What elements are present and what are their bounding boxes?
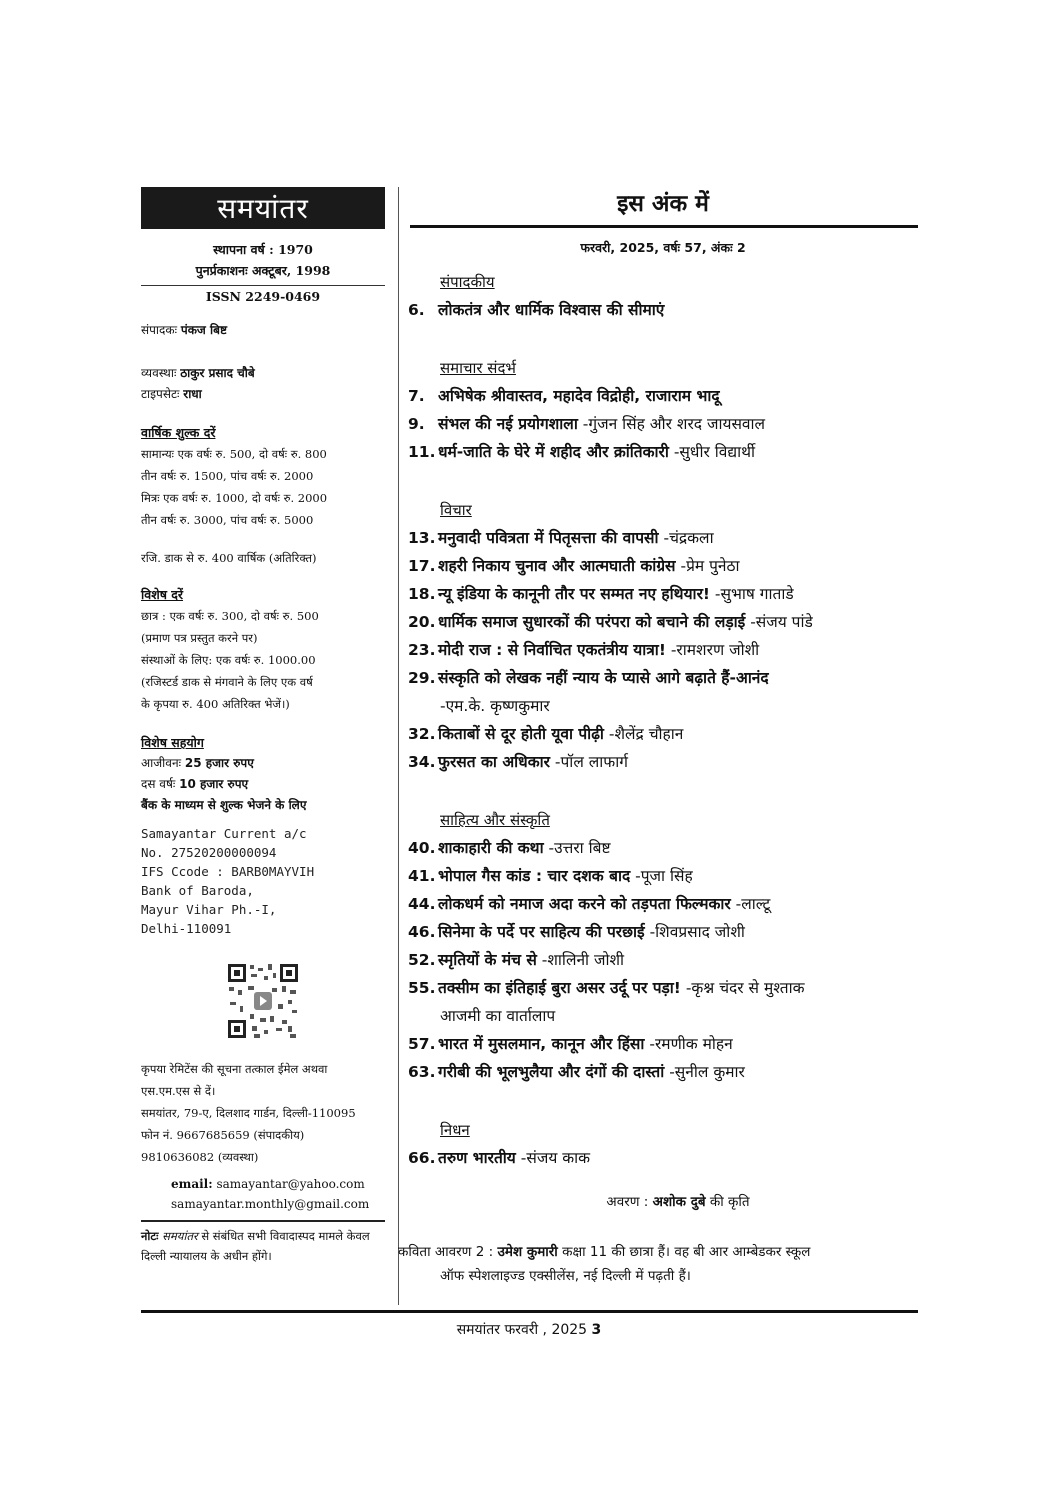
toc-item[interactable] [408, 834, 918, 862]
article-author: -चंद्रकला [663, 529, 714, 547]
special-fee-heading: विशेष दरें [141, 587, 184, 602]
note-label: नोटः [141, 1229, 159, 1243]
article-author: -एम.के. कृष्णकुमार [440, 697, 550, 715]
toc-item[interactable] [408, 438, 918, 466]
page-number: 13. [408, 529, 436, 547]
page-number: 23. [408, 641, 436, 659]
toc-item[interactable] [408, 1144, 918, 1172]
article-title: संभल की नई प्रयोगशाला [438, 415, 578, 433]
article-author: -सुभाष गाताडे [714, 585, 794, 603]
bank-details [141, 824, 385, 938]
bank-line: Mayur Vihar Ph.-I, [141, 902, 277, 917]
page-number: 46. [408, 923, 436, 941]
toc-item[interactable] [408, 946, 918, 974]
bank-line: IFS Ccode : BARB0MAYVIH [141, 864, 315, 879]
page-number: 41. [408, 867, 436, 885]
lifetime-label: आजीवनः [141, 756, 182, 770]
page-number: 11. [408, 443, 436, 461]
toc-item[interactable] [408, 296, 918, 324]
annual-fee-line: मित्रः एक वर्षः रु. 1000, दो वर्षः रु. 2000 [141, 491, 328, 505]
page-footer [0, 1320, 1058, 1339]
cover-prefix: अवरण : [606, 1194, 649, 1210]
article-title: लोकधर्म को नमाज अदा करने को तड़पता फिल्मकार [438, 895, 731, 913]
annual-fee-list [141, 443, 385, 531]
ten-year-label: दस वर्षः [141, 777, 176, 791]
page-number: 57. [408, 1035, 436, 1053]
article-title: मोदी राज : से निर्वाचित एकतंत्रीय यात्रा! [438, 641, 666, 659]
toc-item[interactable] [408, 1058, 918, 1086]
manager-name: ठाकुर प्रसाद चौबे [180, 366, 255, 380]
page-number: 6. [408, 301, 425, 319]
divider [141, 285, 385, 286]
contact-phone: 9810636082 (व्यवस्था) [141, 1150, 259, 1164]
page-number: 66. [408, 1149, 436, 1167]
contact-line: कृपया रेमिटेंस की सूचना तत्काल ईमेल अथवा [141, 1062, 328, 1076]
republished-date: पुनर्प्रकाशनः अक्टूबर, 1998 [195, 263, 331, 278]
poem-poet: उमेश कुमारी [497, 1244, 558, 1260]
email-label: email: [171, 1177, 213, 1191]
toc-item[interactable] [408, 748, 918, 776]
article-author: -पॉल लाफार्ग [554, 753, 628, 771]
annual-fee-line: तीन वर्षः रु. 1500, पांच वर्षः रु. 2000 [141, 469, 314, 483]
issue-info: फरवरी, 2025, वर्षः 57, अंकः 2 [580, 240, 746, 255]
table-of-contents [398, 187, 918, 1288]
article-author: -रमणीक मोहन [649, 1035, 733, 1053]
typesetter-name: राधा [183, 387, 202, 401]
poem-line: कक्षा 11 की छात्रा हैं। वह बी आर आम्बेडकर स्कूल [562, 1244, 811, 1260]
special-fee-line: संस्थाओं के लिए: एक वर्षः रु. 1000.00 [141, 653, 316, 667]
column-divider [398, 187, 399, 1305]
article-title: गरीबी की भूलभुलैया और दंगों की दास्तां [438, 1063, 665, 1081]
bank-line: Bank of Baroda, [141, 883, 254, 898]
article-author: -प्रेम पुनेठा [680, 557, 740, 575]
contact-address: समयांतर, 79-ए, दिलशाद गार्डन, दिल्ली-110095 [141, 1106, 356, 1120]
annual-fee-heading: वार्षिक शुल्क दरें [141, 425, 216, 440]
bank-transfer-heading: बैंक के माध्यम से शुल्क भेजने के लिए [141, 798, 307, 812]
page-number: 32. [408, 725, 436, 743]
email-link[interactable]: samayantar.monthly@gmail.com [171, 1197, 370, 1211]
article-title: सिनेमा के पर्दे पर साहित्य की परछाई [438, 923, 645, 941]
masthead-logo: समयांतर [141, 187, 385, 229]
manager-label: व्यवस्थाः [141, 366, 177, 380]
toc-title: इस अंक में [617, 191, 709, 217]
article-title: संस्कृति को लेखक नहीं न्याय के प्यासे आगे बढ़ाते हैं-आनंद [438, 669, 769, 687]
page-number: 17. [408, 557, 436, 575]
toc-item[interactable] [408, 862, 918, 890]
toc-item[interactable] [408, 664, 918, 692]
footer-text: समयांतर फरवरी , 2025 [456, 1322, 588, 1338]
article-author: -गुंजन सिंह और शरद जायसवाल [582, 415, 766, 433]
lifetime-value: 25 हजार रुपए [184, 756, 254, 770]
imprint-column [141, 187, 385, 1266]
article-title: भोपाल गैस कांड : चार दशक बाद [438, 867, 631, 885]
qr-code-icon[interactable] [226, 962, 300, 1040]
article-title: तरुण भारतीय [438, 1149, 516, 1167]
article-author: -रामशरण जोशी [670, 641, 760, 659]
contact-phone: फोन नं. 9667685659 (संपादकीय) [141, 1128, 305, 1142]
article-author: -सुनील कुमार [669, 1063, 745, 1081]
poem-prefix: कविता आवरण 2 : [398, 1244, 494, 1260]
divider [410, 225, 918, 228]
page-number: 52. [408, 951, 436, 969]
established-year: स्थापना वर्ष : 1970 [213, 242, 313, 257]
typesetter-label: टाइपसेटः [141, 387, 180, 401]
bank-line: Samayantar Current a/c [141, 826, 307, 841]
page-number: 34. [408, 753, 436, 771]
cover-artist: अशोक दुबे [652, 1194, 706, 1210]
article-author: -शालिनी जोशी [541, 951, 625, 969]
page-number: 20. [408, 613, 436, 631]
support-heading: विशेष सहयोग [141, 735, 204, 750]
bank-line: No. 27520200000094 [141, 845, 277, 860]
article-author: -संजय काक [520, 1149, 591, 1167]
article-title: न्यू इंडिया के कानूनी तौर पर सम्मत नए हथियार! [438, 585, 710, 603]
toc-item[interactable] [408, 974, 918, 1002]
cover-credit [408, 1192, 918, 1210]
article-title: अभिषेक श्रीवास्तव, महादेव विद्रोही, राजाराम भादू [438, 387, 720, 405]
article-title: तक्सीम का इंतिहाई बुरा असर उर्दू पर पड़ा! [438, 979, 681, 997]
section-heading: समाचार संदर्भ [440, 359, 516, 377]
manager-line [141, 363, 385, 384]
bank-line: Delhi-110091 [141, 921, 232, 936]
annual-fee-line: तीन वर्षः रु. 3000, पांच वर्षः रु. 5000 [141, 513, 314, 527]
footer-page-number: 3 [591, 1322, 602, 1338]
registered-post-fee: रजि. डाक से रु. 400 वार्षिक (अतिरिक्त) [141, 551, 317, 565]
email-block [141, 1174, 385, 1214]
contact-info [141, 1058, 385, 1168]
article-title: फुरसत का अधिकार [438, 753, 550, 771]
contact-line: एस.एम.एस से दें। [141, 1084, 216, 1098]
toc-item[interactable] [408, 890, 918, 918]
editor-line [141, 320, 385, 341]
toc-item[interactable] [408, 918, 918, 946]
page-number: 7. [408, 387, 425, 405]
poem-line: ऑफ स्पेशलाइज्ड एक्सीलेंस, नई दिल्ली में पढ़ती हैं। [440, 1268, 691, 1284]
email-link[interactable]: samayantar@yahoo.com [216, 1177, 365, 1191]
toc-item[interactable] [408, 580, 918, 608]
editor-label: संपादकः [141, 323, 178, 337]
article-author: -संजय पांडे [750, 613, 813, 631]
special-fee-line: के कृपया रु. 400 अतिरिक्त भेजें।) [141, 697, 290, 711]
article-title: शाकाहारी की कथा [438, 839, 544, 857]
page-number: 18. [408, 585, 436, 603]
ten-year-value: 10 हजार रुपए [179, 777, 249, 791]
article-author: -शिवप्रसाद जोशी [649, 923, 745, 941]
article-title: लोकतंत्र और धार्मिक विश्वास की सीमाएं [438, 301, 665, 319]
page-number: 40. [408, 839, 436, 857]
page-number: 9. [408, 415, 425, 433]
article-author: -सुधीर विद्यार्थी [673, 443, 756, 461]
toc-item[interactable] [408, 410, 918, 438]
toc-item[interactable] [408, 636, 918, 664]
article-title: शहरी निकाय चुनाव और आत्मघाती कांग्रेस [438, 557, 676, 575]
page-number: 44. [408, 895, 436, 913]
toc-item[interactable] [408, 552, 918, 580]
special-fee-list [141, 605, 385, 715]
article-author: -शैलेंद्र चौहान [608, 725, 684, 743]
section-heading: निधन [440, 1121, 470, 1139]
note-text: से संबंधित सभी विवादास्पद मामले केवल दिल्ली न्यायालय के अधीन होंगे। [141, 1229, 370, 1263]
page-number: 29. [408, 669, 436, 687]
section-heading: साहित्य और संस्कृति [440, 811, 550, 829]
article-title: मनुवादी पवित्रता में पितृसत्ता की वापसी [438, 529, 659, 547]
toc-item[interactable] [408, 608, 918, 636]
cover-suffix: की कृति [709, 1194, 750, 1210]
article-author-continuation: आजमी का वार्तालाप [440, 1007, 556, 1025]
ten-year-support [141, 774, 385, 795]
section-heading: संपादकीय [440, 273, 495, 291]
toc-item[interactable] [408, 382, 918, 410]
editor-name: पंकज बिष्ट [180, 323, 227, 337]
article-author: -उत्तरा बिष्ट [548, 839, 611, 857]
article-author: -लाल्टू [735, 895, 771, 913]
typesetter-line [141, 384, 385, 405]
article-title: भारत में मुसलमान, कानून और हिंसा [438, 1035, 645, 1053]
article-title: धार्मिक समाज सुधारकों की परंपरा को बचाने की लड़ाई [438, 613, 746, 631]
legal-note [141, 1220, 385, 1266]
special-fee-line: (प्रमाण पत्र प्रस्तुत करने पर) [141, 631, 258, 645]
note-magazine-name: समयांतर [162, 1229, 198, 1243]
article-author: -पूजा सिंह [635, 867, 693, 885]
annual-fee-line: सामान्यः एक वर्षः रु. 500, दो वर्षः रु. 800 [141, 447, 327, 461]
section-heading: विचार [440, 501, 472, 519]
special-fee-line: (रजिस्टर्ड डाक से मंगवाने के लिए एक वर्ष [141, 675, 313, 689]
article-title: धर्म-जाति के घेरे में शहीद और क्रांतिकारी [438, 443, 669, 461]
footer-divider [141, 1310, 918, 1313]
toc-item[interactable] [408, 524, 918, 552]
lifetime-support [141, 753, 385, 774]
toc-item[interactable] [408, 720, 918, 748]
article-author: -कृश्न चंदर से मुश्ताक [685, 979, 805, 997]
article-title: स्मृतियों के मंच से [438, 951, 537, 969]
toc-item[interactable] [408, 1030, 918, 1058]
article-title: किताबों से दूर होती यूवा पीढ़ी [438, 725, 604, 743]
poem-cover-credit [398, 1240, 918, 1288]
establishment-info [141, 239, 385, 281]
special-fee-line: छात्र : एक वर्षः रु. 300, दो वर्षः रु. 500 [141, 609, 319, 623]
page-number: 55. [408, 979, 436, 997]
issn: ISSN 2249-0469 [205, 289, 321, 304]
page-number: 63. [408, 1063, 436, 1081]
